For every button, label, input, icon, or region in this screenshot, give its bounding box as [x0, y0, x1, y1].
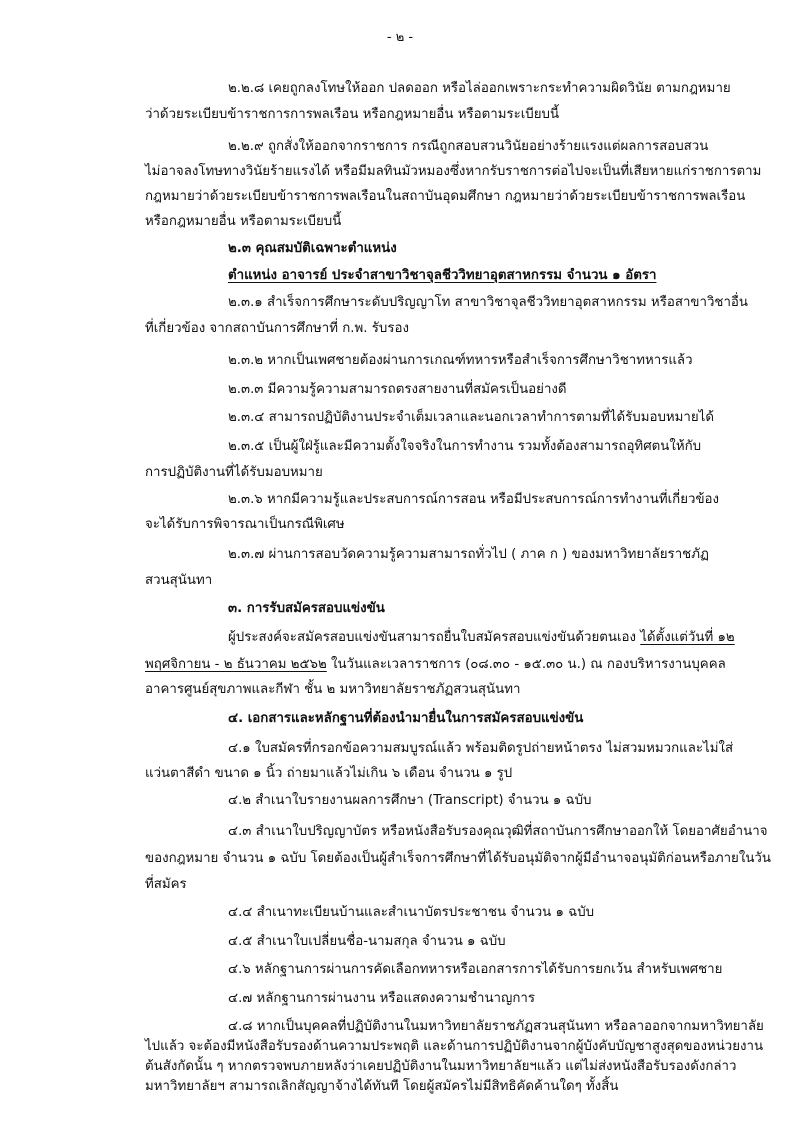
item-4-2: ๔.๒ สำเนาใบรายงานผลการศึกษา (Transcript) จำนวน ๑ ฉบับ — [228, 793, 592, 808]
item-2-3-7-line-1: ๒.๓.๗ ผ่านการสอบวัดความรู้ความสามารถทั่วไป ( ภาค ก ) ของมหาวิทยาลัยราชภัฏ — [228, 547, 709, 562]
item-2-3-5-line-2: การปฏิบัติงานที่ได้รับมอบหมาย — [145, 465, 323, 480]
item-2-3-2: ๒.๓.๒ หากเป็นเพศชายต้องผ่านการเกณฑ์ทหารหรือสำเร็จการศึกษาวิชาทหารแล้ว — [228, 353, 693, 368]
page-number: - ๒ - — [386, 30, 414, 45]
section-3-line-3: อาคารศูนย์สุขภาพและกีฬา ชั้น ๒ มหาวิทยาลัยราชภัฏสวนสุนันทา — [145, 682, 521, 697]
section-4-heading: ๔. เอกสารและหลักฐานที่ต้องนำมายื่นในการสมัครสอบแข่งขัน — [228, 711, 584, 726]
item-4-8-line-3: ต้นสังกัดนั้น ๆ หากตรวจพบภายหลังว่าเคยปฏิบัติงานในมหาวิทยาลัยฯแล้ว แต่ไม่ส่งหนังสือรับรองดังกล่าว — [145, 1059, 737, 1074]
item-2-2-9-line-2: ไม่อาจลงโทษทางวินัยร้ายแรงได้ หรือมีมลทินมัวหมองซึ่งหากรับราชการต่อไปจะเป็นที่เสียหายแก่ราชการตาม — [145, 164, 762, 179]
item-2-3-1-line-1: ๒.๓.๑ สำเร็จการศึกษาระดับปริญญาโท สาขาวิชาจุลชีววิทยาอุตสาหกรรม หรือสาขาวิชาอื่น — [228, 295, 748, 310]
item-2-2-8-line-2: ว่าด้วยระเบียบข้าราชการการพลเรือน หรือกฎหมายอื่น หรือตามระเบียบนี้ — [145, 107, 560, 122]
section-3-line-1-text: ผู้ประสงค์จะสมัครสอบแข่งขันสามารถยื่นใบสมัครสอบแข่งขันด้วยตนเอง — [228, 630, 641, 645]
item-4-8-line-1: ๔.๘ หากเป็นบุคคลที่ปฏิบัติงานในมหาวิทยาลัยราชภัฏสวนสุนันทา หรือลาออกจากมหาวิทยาลัย — [228, 1019, 764, 1034]
item-4-3-line-3: ที่สมัคร — [145, 877, 187, 892]
item-2-2-9-line-1: ๒.๒.๙ ถูกสั่งให้ออกจากราชการ กรณีถูกสอบสวนวินัยอย่างร้ายแรงแต่ผลการสอบสวน — [228, 139, 709, 154]
item-4-4: ๔.๔ สำเนาทะเบียนบ้านและสำเนาบัตรประชาชน จำนวน ๑ ฉบับ — [228, 905, 595, 920]
item-2-3-5-line-1: ๒.๓.๕ เป็นผู้ใฝ่รู้และมีความตั้งใจจริงในการทำงาน รวมทั้งต้องสามารถอุทิศตนให้กับ — [228, 439, 702, 454]
section-3-heading: ๓. การรับสมัครสอบแข่งขัน — [228, 601, 385, 616]
section-3-line-1 — [228, 629, 735, 647]
item-4-8-line-2: ไปแล้ว จะต้องมีหนังสือรับรองด้านความประพฤติ และด้านการปฏิบัติงานจากผู้บังคับบัญชาสูงสุดของหน่วยงาน — [145, 1039, 764, 1054]
item-4-7: ๔.๗ หลักฐานการผ่านงาน หรือแสดงความชำนาญการ — [228, 991, 535, 1006]
item-2-3-4: ๒.๓.๔ สามารถปฏิบัติงานประจำเต็มเวลาและนอกเวลาทำการตามที่ได้รับมอบหมายได้ — [228, 410, 714, 425]
item-4-8-line-4: มหาวิทยาลัยฯ สามารถเลิกสัญญาจ้างได้ทันที โดยผู้สมัครไม่มีสิทธิคัดค้านใดๆ ทั้งสิ้น — [145, 1079, 619, 1094]
section-2-3-heading: ๒.๓ คุณสมบัติเฉพาะตำแหน่ง — [228, 241, 397, 256]
item-2-2-8-line-1: ๒.๒.๘ เคยถูกลงโทษให้ออก ปลดออก หรือไล่ออกเพราะกระทำความผิดวินัย ตามกฎหมาย — [228, 81, 731, 96]
item-2-3-1-line-2: ที่เกี่ยวข้อง จากสถาบันการศึกษาที่ ก.พ. รับรอง — [145, 321, 409, 336]
section-3-line-2 — [145, 656, 726, 674]
item-2-2-9-line-4: หรือกฎหมายอื่น หรือตามระเบียบนี้ — [145, 214, 342, 229]
position-title: ตำแหน่ง อาจารย์ ประจำสาขาวิชาจุลชีววิทยาอุตสาหกรรม จำนวน ๑ อัตรา — [228, 268, 657, 283]
item-2-3-6-line-1: ๒.๓.๖ หากมีความรู้และประสบการณ์การสอน หรือมีประสบการณ์การทำงานที่เกี่ยวข้อง — [228, 492, 720, 507]
item-4-3-line-1: ๔.๓ สำเนาใบปริญญาบัตร หรือหนังสือรับรองคุณวุฒิที่สถาบันการศึกษาออกให้ โดยอาศัยอำนาจ — [228, 824, 768, 839]
section-3-line-2-text: ในวันและเวลาราชการ (๐๘.๓๐ - ๑๕.๓๐ น.) ณ กองบริหารงานบุคคล — [326, 657, 726, 672]
application-period: พฤศจิกายน - ๒ ธันวาคม ๒๕๖๒ — [145, 657, 327, 672]
item-2-2-9-line-3: กฎหมายว่าด้วยระเบียบข้าราชการพลเรือนในสถาบันอุดมศึกษา กฎหมายว่าด้วยระเบียบข้าราชการพลเรือน — [145, 189, 746, 204]
item-4-1-line-1: ๔.๑ ใบสมัครที่กรอกข้อความสมบูรณ์แล้ว พร้อมติดรูปถ่ายหน้าตรง ไม่สวมหมวกและไม่ใส่ — [228, 741, 734, 756]
item-4-6: ๔.๖ หลักฐานการผ่านการคัดเลือกทหารหรือเอกสารการได้รับการยกเว้น สำหรับเพศชาย — [228, 962, 723, 977]
item-4-5: ๔.๕ สำเนาใบเปลี่ยนชื่อ-นามสกุล จำนวน ๑ ฉบับ — [228, 934, 506, 949]
item-4-1-line-2: แว่นตาสีดำ ขนาด ๑ นิ้ว ถ่ายมาแล้วไม่เกิน ๖ เดือน จำนวน ๑ รูป — [145, 766, 513, 781]
item-2-3-6-line-2: จะได้รับการพิจารณาเป็นกรณีพิเศษ — [145, 517, 345, 532]
item-2-3-3: ๒.๓.๓ มีความรู้ความสามารถตรงสายงานที่สมัครเป็นอย่างดี — [228, 382, 567, 397]
application-start-date: ได้ตั้งแต่วันที่ ๑๒ — [640, 630, 735, 645]
item-4-3-line-2: ของกฎหมาย จำนวน ๑ ฉบับ โดยต้องเป็นผู้สำเร็จการศึกษาที่ได้รับอนุมัติจากผู้มีอำนาจอนุมัติก่อนหรือภายในวัน — [145, 851, 771, 866]
item-2-3-7-line-2: สวนสุนันทา — [145, 573, 213, 588]
